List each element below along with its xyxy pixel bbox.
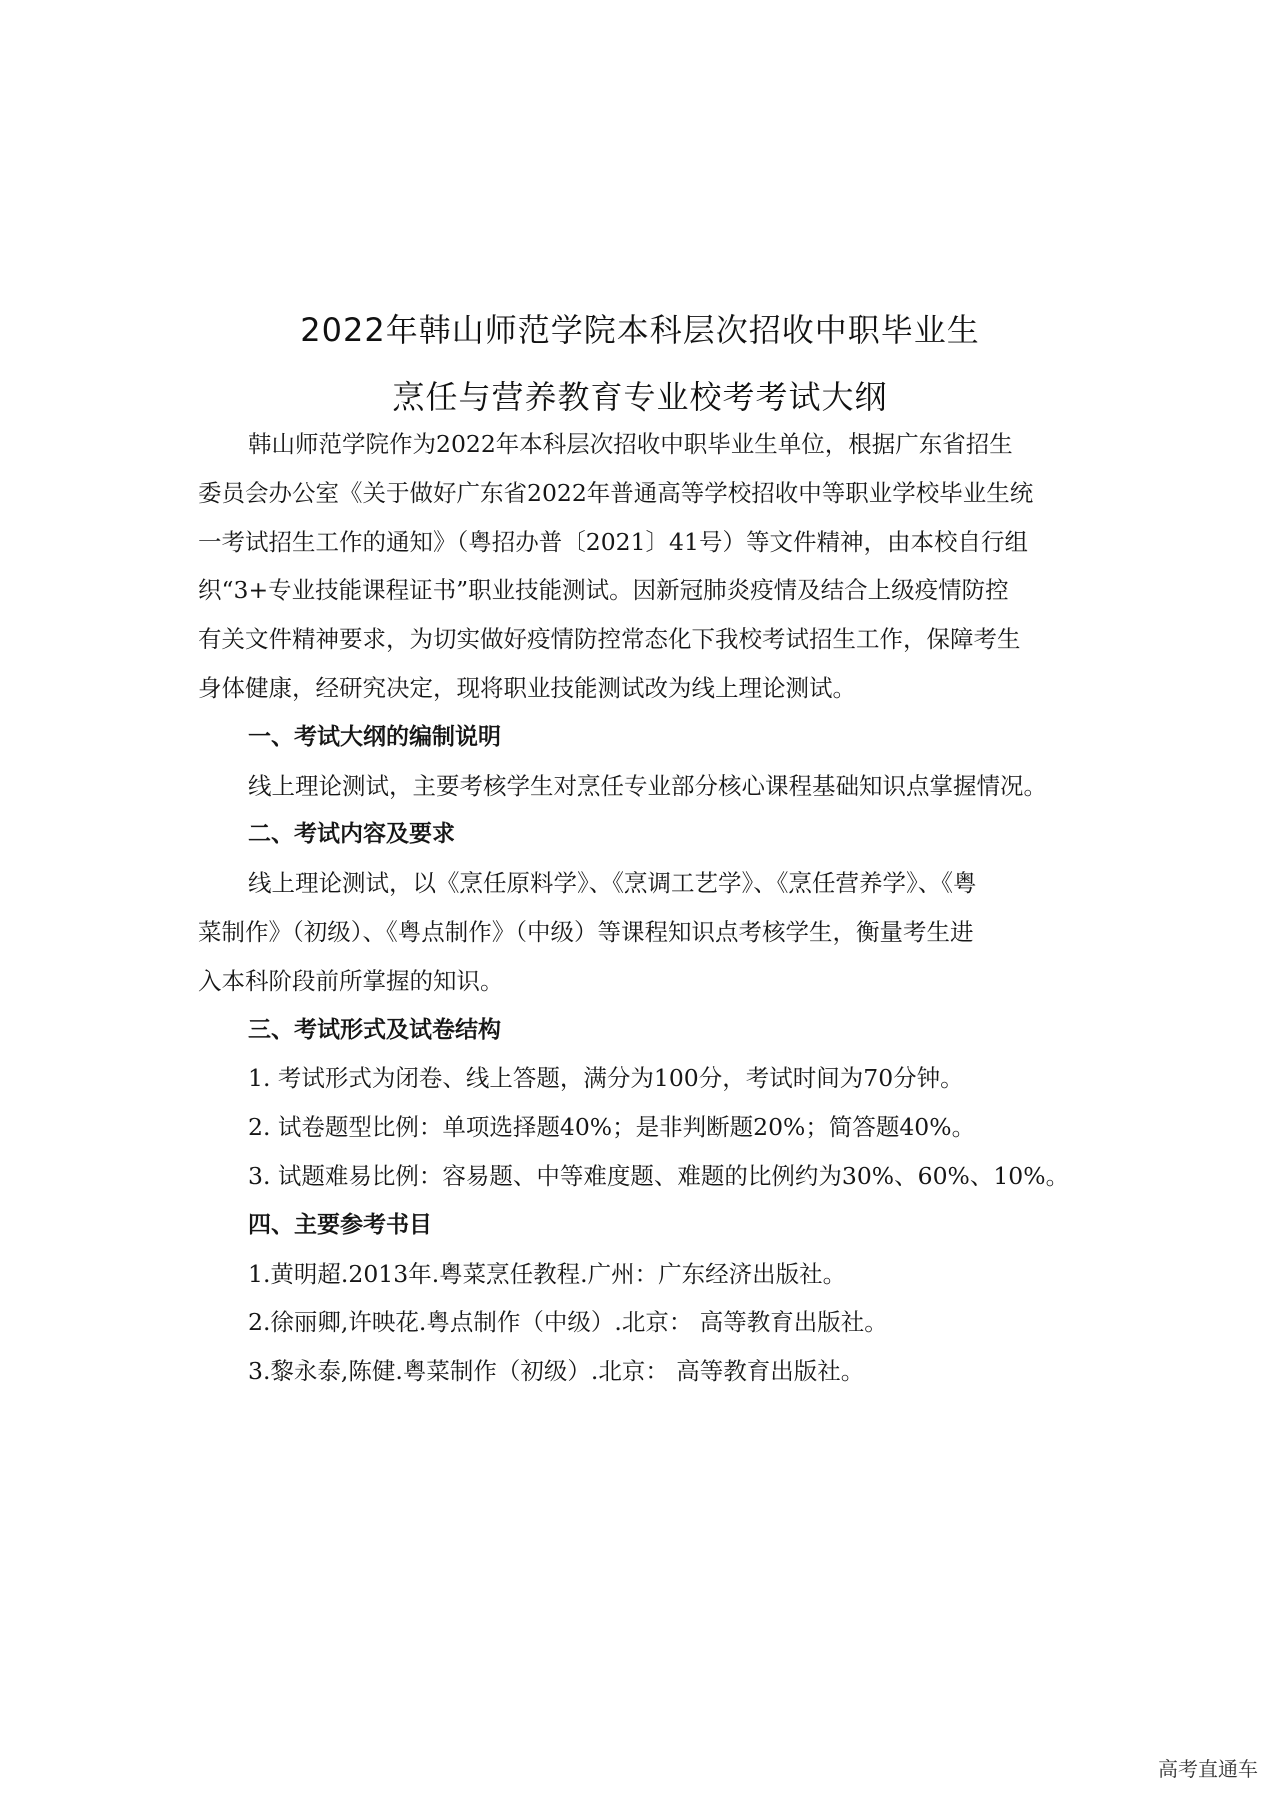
reference-item: 1.黄明超.2013年.粤菜烹任教程.广州：广东经济出版社。 [248, 1259, 847, 1288]
section-3-item: 1. 考试形式为闭卷、线上答题，满分为100分，考试时间为70分钟。 [248, 1064, 964, 1093]
watermark-label: 高考直通车 [1158, 1757, 1258, 1781]
section-2-line: 入本科阶段前所掌握的知识。 [198, 966, 504, 995]
section-2-line: 线上理论测试，以《烹任原料学》、《烹调工艺学》、《烹任营养学》、《粤 [248, 869, 977, 898]
section-heading-1: 一、考试大纲的编制说明 [248, 723, 501, 750]
intro-line: 委员会办公室《关于做好广东省2022年普通高等学校招收中等职业学校毕业生统 [198, 478, 1034, 507]
section-3-item: 3. 试题难易比例：容易题、中等难度题、难题的比例约为30%、60%、10%。 [248, 1161, 1070, 1190]
document-body [198, 420, 1098, 1396]
intro-line: 织“3+专业技能课程证书”职业技能测试。因新冠肺炎疫情及结合上级疫情防控 [198, 576, 1009, 605]
section-heading-4: 四、主要参考书目 [248, 1211, 432, 1238]
section-heading-3: 三、考试形式及试卷结构 [248, 1016, 501, 1043]
section-heading-2: 二、考试内容及要求 [248, 821, 455, 848]
section-2-line: 菜制作》（初级）、《粤点制作》（中级）等课程知识点考核学生，衡量考生进 [198, 917, 974, 946]
intro-line: 身体健康，经研究决定，现将职业技能测试改为线上理论测试。 [198, 673, 856, 702]
document-title-line-2: 烹任与营养教育专业校考考试大纲 [392, 378, 888, 416]
document-title-line-1: 2022年韩山师范学院本科层次招收中职毕业生 [300, 311, 980, 349]
intro-line: 韩山师范学院作为2022年本科层次招收中职毕业生单位，根据广东省招生 [248, 430, 1013, 458]
section-1-line: 线上理论测试，主要考核学生对烹任专业部分核心课程基础知识点掌握情况。 [248, 771, 1047, 800]
reference-item: 3.黎永泰,陈健.粤菜制作（初级）.北京： 高等教育出版社。 [248, 1357, 865, 1386]
section-3-item: 2. 试卷题型比例：单项选择题40%；是非判断题20%；简答题40%。 [248, 1113, 976, 1142]
intro-line: 有关文件精神要求，为切实做好疫情防控常态化下我校考试招生工作，保障考生 [198, 625, 1021, 654]
reference-item: 2.徐丽卿,许映花.粤点制作（中级）.北京： 高等教育出版社。 [248, 1308, 888, 1337]
intro-line: 一考试招生工作的通知》（粤招办普〔2021〕41号）等文件精神，由本校自行组 [198, 527, 1028, 556]
